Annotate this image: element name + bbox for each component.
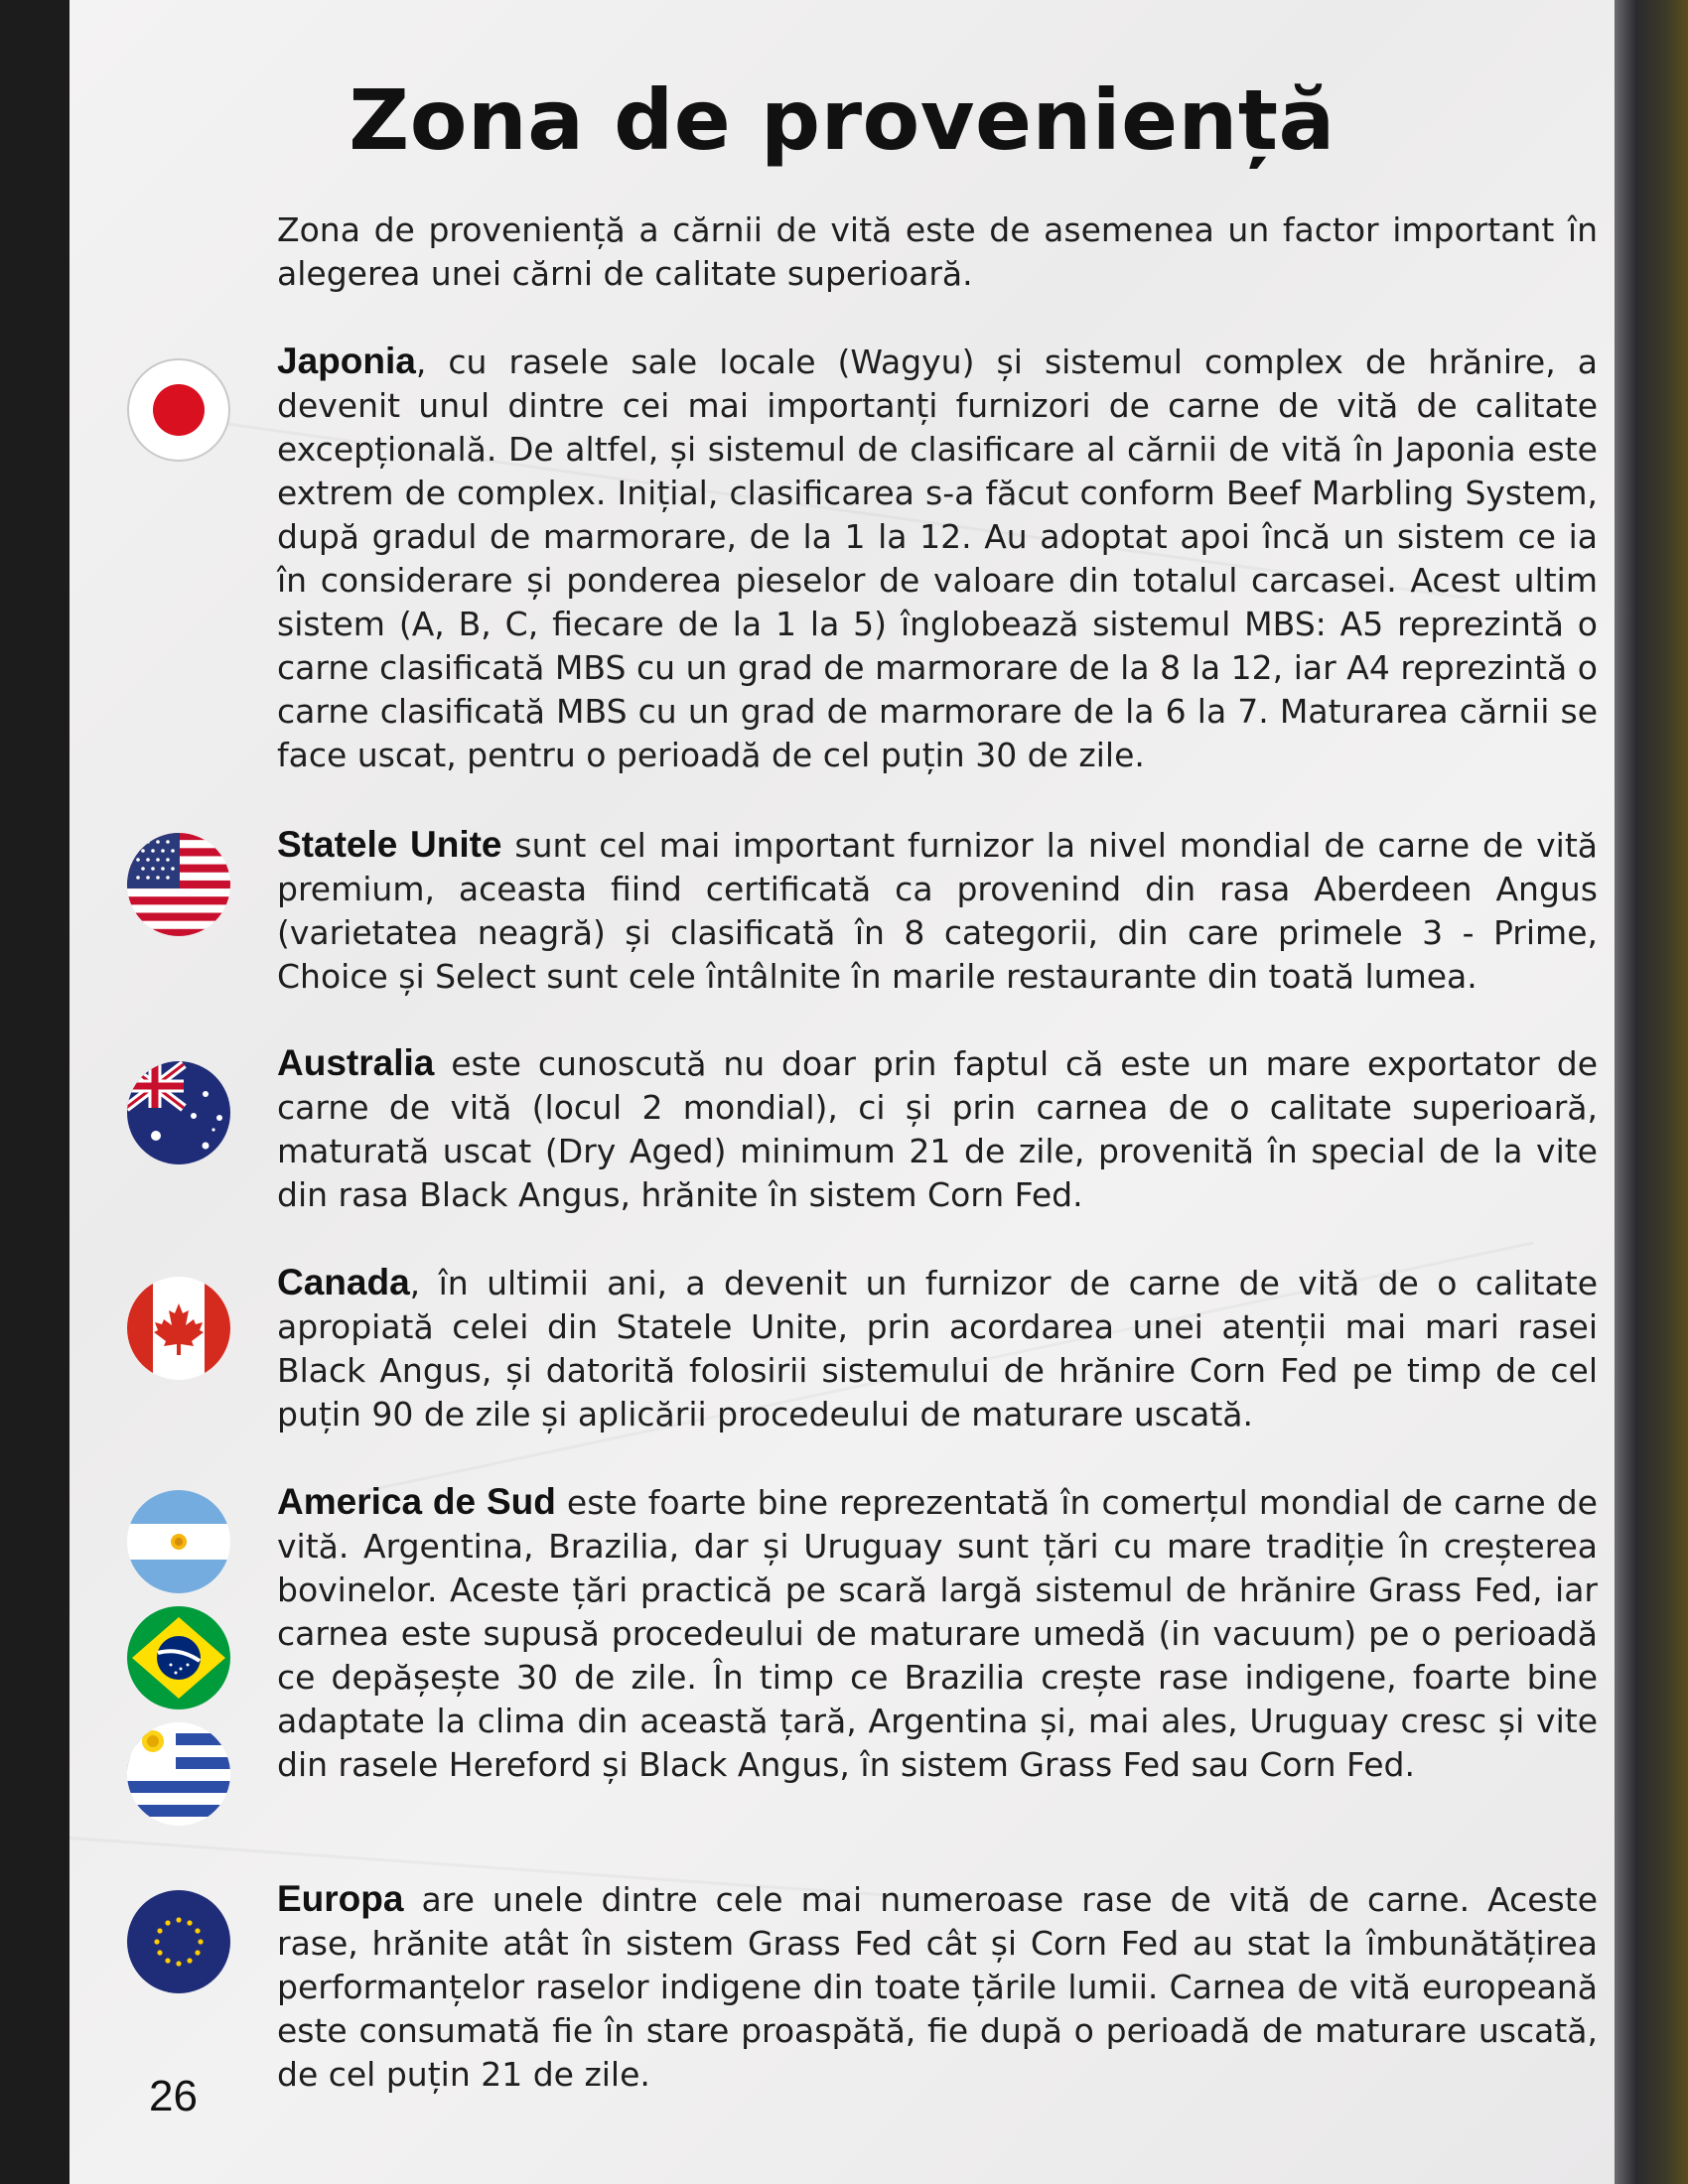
intro-paragraph: Zona de proveniență a cărnii de vită este de asemenea un factor important în alegerea unei cărni de calitate superioară. [277, 210, 1598, 293]
section-text: sunt cel mai important furnizor la nivel mondial de carne de vită premium, aceasta fiind certificată ca provenind din rasa Aberdeen Angus (varietatea neagră) și clasificată în 8 categorii, din care primele 3 - Prime, Choice și Select sunt cele întâlnite în marile restaurante din toată lumea. [277, 826, 1598, 996]
country-name: Europa [277, 1878, 404, 1919]
canada-flag-icon [126, 1276, 231, 1381]
section-text: , în ultimii ani, a devenit un furnizor de carne de vită de o calitate apropiată celei din Statele Unite, prin acordarea unei atenții mai mari rasei Black Angus, și datorită folosirii sistemului de hrănire Corn Fed pe timp de cel puțin 90 de zile și aplicării procedeului de maturare uscată. [277, 1264, 1598, 1433]
page-number: 26 [149, 2072, 198, 2120]
country-name: Australia [277, 1042, 435, 1083]
section-japonia [277, 340, 1598, 777]
section-text: are unele dintre cele mai numeroase rase de vită de carne. Aceste rase, hrănite atât în sistem Grass Fed cât și Corn Fed au stat la îmbunătățirea performanțelor raselor indigene din toate țările lumii. Carnea de vită europeană este consumată fie în stare proaspătă, fie după o perioadă de maturare uscată, de cel puțin 21 de zile. [277, 1880, 1598, 2094]
brazil-flag-icon [126, 1605, 231, 1710]
section-canada [277, 1261, 1598, 1436]
japan-flag-icon [126, 357, 231, 463]
australia-flag-icon [126, 1060, 231, 1165]
section-text: , cu rasele sale locale (Wagyu) și sistemul complex de hrănire, a devenit unul dintre cei mai importanți furnizori de carne de vită de calitate excepțională. De altfel, și sistemul de clasificare al cărnii de vită în Japonia este extrem de complex. Inițial, clasificarea s-a făcut conform Beef Marbling System, după gradul de marmorare, de la 1 la 12. Au adoptat apoi încă un sistem ce ia în considerare și ponderea pieselor de valoare din totalul carcasei. Acest ultim sistem (A, B, C, fiecare de la 1 la 5) înglobează sistemul MBS: A5 reprezintă o carne clasificată MBS cu un grad de marmorare de la 8 la 12, iar A4 reprezintă o carne clasificată MBS cu un grad de marmorare de la 6 la 7. Maturarea cărnii se face uscat, pentru o perioadă de cel puțin 30 de zile. [277, 342, 1598, 774]
usa-flag-icon [126, 832, 231, 937]
book-spine-edge [1615, 0, 1688, 2184]
document-page [70, 0, 1615, 2184]
section-europa [277, 1877, 1598, 2097]
eu-flag-icon [126, 1889, 231, 1994]
country-name: Canada [277, 1262, 410, 1302]
section-text: este foarte bine reprezentată în comerțul mondial de carne de vită. Argentina, Brazilia, dar și Uruguay sunt țări cu mare tradiție în creșterea bovinelor. Aceste țări practică pe scară largă sistemul de hrănire Grass Fed, iar carnea este supusă procedeului de maturare umedă (in vacuum) pe o perioadă ce depășește 30 de zile. În timp ce Brazilia crește rase indigene, foarte bine adaptate la clima din această țară, Argentina și, mai ales, Uruguay cresc și vite din rasele Hereford și Black Angus, în sistem Grass Fed sau Corn Fed. [277, 1483, 1598, 1784]
country-name: Japonia [277, 341, 416, 381]
section-text: este cunoscută nu doar prin faptul că este un mare exportator de carne de vită (locul 2 mondial), ci și prin carnea de o calitate superioară, maturată uscat (Dry Aged) minimum 21 de zile, provenită în special de la vite din rasa Black Angus, hrănite în sistem Corn Fed. [277, 1044, 1598, 1214]
section-america-de-sud [277, 1480, 1598, 1787]
page-title: Zona de proveniență [349, 71, 1336, 169]
section-statele-unite [277, 823, 1598, 999]
section-australia [277, 1041, 1598, 1217]
country-name: America de Sud [277, 1481, 556, 1522]
uruguay-flag-icon [126, 1721, 231, 1827]
country-name: Statele Unite [277, 824, 502, 865]
argentina-flag-icon [126, 1489, 231, 1594]
